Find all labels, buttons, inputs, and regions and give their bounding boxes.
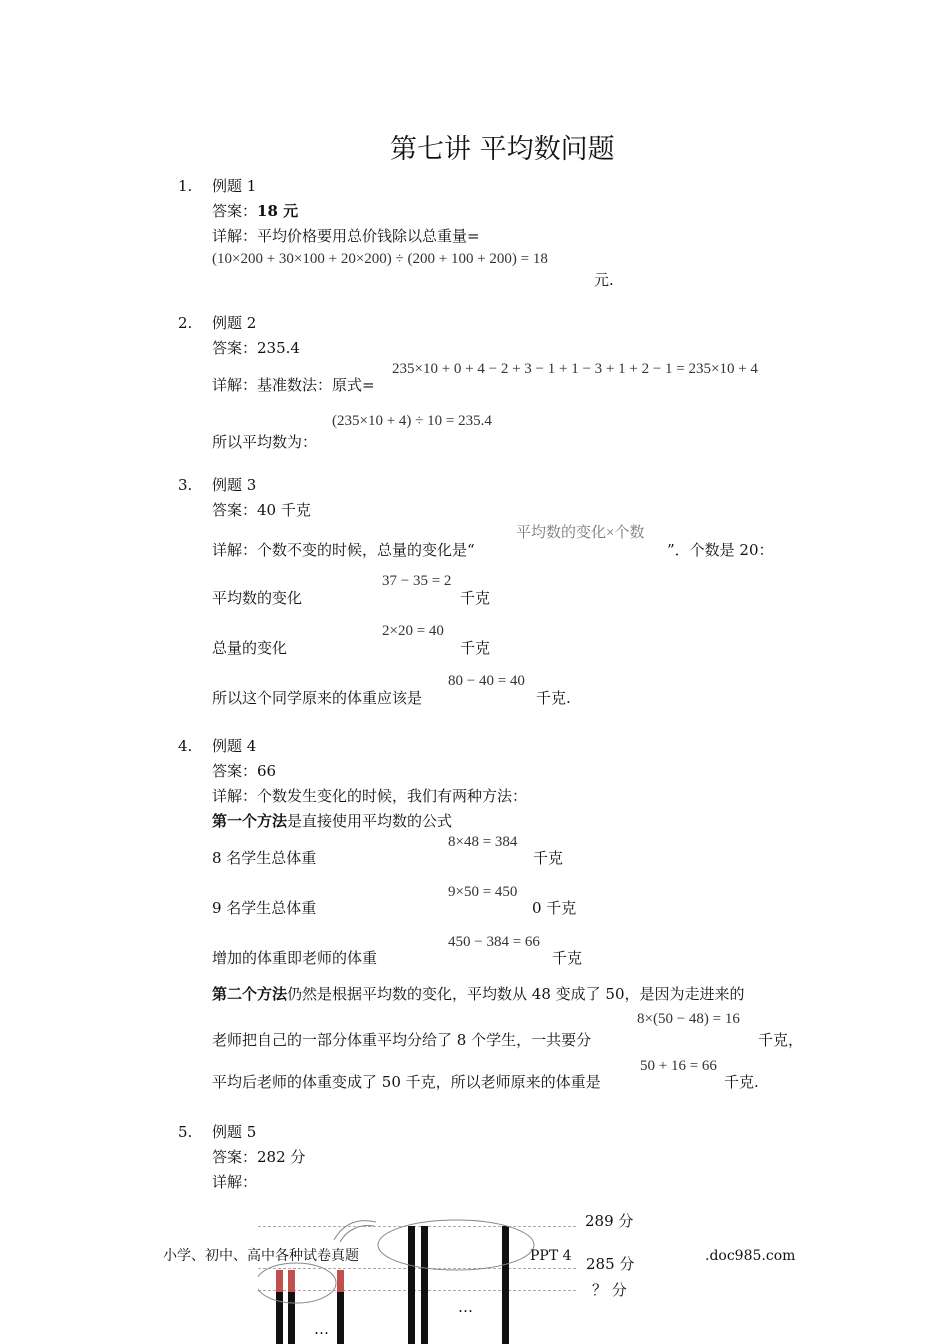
problem-4-unit-2: 0 千克 xyxy=(532,899,577,917)
answer-label: 答案： xyxy=(212,202,258,220)
problem-2-heading: 例题 2 xyxy=(212,314,257,332)
method-1-title: 第一个方法 xyxy=(212,812,288,830)
problem-4-unit-4: 千克， xyxy=(758,1031,804,1049)
problem-3-formula-3: 80 − 40 = 40 xyxy=(448,673,525,689)
problem-4-detail: 详解：个数发生变化的时候，我们有两种方法： xyxy=(212,787,528,805)
problem-4-formula-5: 50 + 16 = 66 xyxy=(640,1058,717,1074)
watermark-mid: PPT 4 xyxy=(530,1248,572,1264)
problem-4-formula-2: 9×50 = 450 xyxy=(448,884,518,900)
dots-left: … xyxy=(314,1320,329,1338)
method-1-text: 是直接使用平均数的公式 xyxy=(287,812,453,830)
problem-2-formula-1: 235×10 + 0 + 4 − 2 + 3 − 1 + 1 − 3 + 1 + 2 − 1 = 235×10 + 4 xyxy=(392,361,758,377)
method-2-title: 第二个方法 xyxy=(212,985,288,1003)
problem-3-formula-top: 平均数的变化×个数 xyxy=(516,525,645,541)
problem-1-unit: 元. xyxy=(594,271,614,289)
problem-4-unit-5: 千克. xyxy=(724,1073,759,1091)
problem-4-label-4: 老师把自己的一部分体重平均分给了 8 个学生，一共要分 xyxy=(212,1031,592,1049)
problem-3-answer: 答案：40 千克 xyxy=(212,501,311,519)
problem-4-label-5: 平均后老师的体重变成了 50 千克，所以老师原来的体重是 xyxy=(212,1073,601,1091)
problem-3-detail-b: ”．个数是 20： xyxy=(667,541,774,559)
problem-3-unit-2: 千克 xyxy=(460,639,491,657)
problem-4-answer: 答案：66 xyxy=(212,762,277,780)
problem-4-method-1 xyxy=(212,814,452,829)
problem-1-formula: (10×200 + 30×100 + 20×200) ÷ (200 + 100 + 200) = 18 xyxy=(212,251,548,267)
problem-4-unit-1: 千克 xyxy=(533,849,564,867)
problem-2-detail: 详解：基准数法：原式= xyxy=(212,376,375,394)
problem-1-heading: 例题 1 xyxy=(212,177,257,195)
dots-right: … xyxy=(458,1298,473,1316)
diagram-annotation-curves xyxy=(258,1212,588,1344)
problem-4-label-1: 8 名学生总体重 xyxy=(212,849,317,867)
problem-2-formula-2: (235×10 + 4) ÷ 10 = 235.4 xyxy=(332,413,492,429)
problem-4-method-2 xyxy=(212,987,745,1002)
problem-1-number: 1. xyxy=(178,177,193,195)
problem-2-number: 2. xyxy=(178,314,193,332)
problem-4-unit-3: 千克 xyxy=(552,949,583,967)
problem-5-detail: 详解： xyxy=(212,1173,258,1191)
problem-2-conclusion: 所以平均数为： xyxy=(212,433,318,451)
problem-4-heading: 例题 4 xyxy=(212,737,257,755)
problem-5-number: 5. xyxy=(178,1123,193,1141)
problem-3-number: 3. xyxy=(178,476,193,494)
problem-3-unit-3: 千克. xyxy=(536,689,571,707)
problem-4-label-2: 9 名学生总体重 xyxy=(212,899,317,917)
problem-3-label-2: 总量的变化 xyxy=(212,639,288,657)
label-289: 289 分 xyxy=(585,1212,634,1230)
problem-3-heading: 例题 3 xyxy=(212,476,257,494)
watermark-left: 小学、初中、高中各种试卷真题 xyxy=(163,1248,359,1264)
problem-1-detail: 详解：平均价格要用总价钱除以总重量= xyxy=(212,227,480,245)
answer-value: 18 元 xyxy=(257,202,299,220)
problem-5-answer: 答案：282 分 xyxy=(212,1148,306,1166)
page-title: 第七讲 平均数问题 xyxy=(390,134,615,165)
label-285: 285 分 xyxy=(586,1255,635,1273)
problem-3-unit-1: 千克 xyxy=(460,589,491,607)
problem-2-answer: 答案：235.4 xyxy=(212,339,300,357)
problem-4-formula-3: 450 − 384 = 66 xyxy=(448,934,540,950)
problem-4-formula-1: 8×48 = 384 xyxy=(448,834,518,850)
problem-1-answer xyxy=(212,204,298,219)
problem-3-formula-1: 37 − 35 = 2 xyxy=(382,573,452,589)
problem-3-detail-a: 详解：个数不变的时候，总量的变化是“ xyxy=(212,541,475,559)
problem-4-label-3: 增加的体重即老师的体重 xyxy=(212,949,378,967)
problem-5-heading: 例题 5 xyxy=(212,1123,257,1141)
problem-4-number: 4. xyxy=(178,737,193,755)
problem-3-label-1: 平均数的变化 xyxy=(212,589,303,607)
label-unknown: ？ 分 xyxy=(592,1281,627,1299)
problem-3-formula-2: 2×20 = 40 xyxy=(382,623,444,639)
problem-4-formula-4: 8×(50 − 48) = 16 xyxy=(637,1011,740,1027)
watermark-right: .doc985.com xyxy=(705,1248,796,1264)
method-2-text: 仍然是根据平均数的变化，平均数从 48 变成了 50，是因为走进来的 xyxy=(287,985,745,1003)
problem-3-label-3: 所以这个同学原来的体重应该是 xyxy=(212,689,423,707)
